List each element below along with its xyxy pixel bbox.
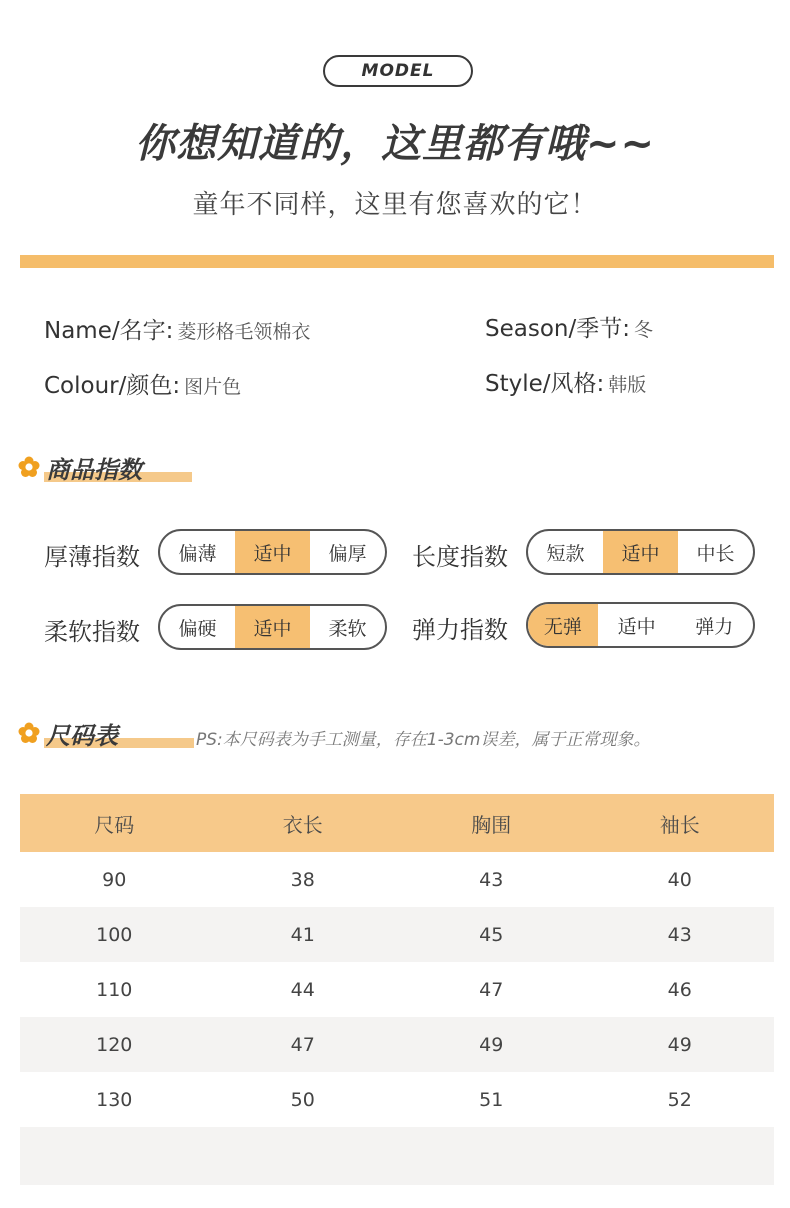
table-cell — [209, 1127, 398, 1185]
index-section-title — [18, 450, 178, 484]
softness-label: 柔软指数 — [44, 618, 140, 646]
info-colour-key: Colour/颜色: — [44, 373, 181, 399]
page-headline: 你想知道的，这里都有哦~~ — [134, 121, 656, 167]
softness-selector — [158, 604, 387, 650]
thickness-option-medium[interactable]: 适中 — [235, 531, 310, 573]
softness-option-soft[interactable]: 柔软 — [328, 617, 367, 640]
thickness-selector — [158, 529, 387, 575]
table-cell: 49 — [667, 1033, 692, 1056]
table-cell — [586, 1127, 775, 1185]
table-cell — [397, 1127, 586, 1185]
flower-icon — [18, 722, 40, 744]
table-cell: 51 — [479, 1088, 504, 1111]
elasticity-selector — [526, 602, 755, 648]
length-selector — [526, 529, 755, 575]
page-subline: 童年不同样，这里有您喜欢的它！ — [192, 190, 598, 220]
table-row — [20, 907, 774, 962]
header-sleeve: 袖长 — [659, 812, 700, 837]
thickness-label: 厚薄指数 — [44, 543, 140, 571]
info-style-value: 韩版 — [608, 374, 647, 396]
thickness-option-thick[interactable]: 偏厚 — [328, 542, 367, 565]
size-table — [20, 794, 774, 1185]
table-cell: 45 — [479, 923, 504, 946]
info-colour-value: 图片色 — [184, 376, 242, 398]
table-header — [20, 794, 774, 852]
size-section-label: 尺码表 — [46, 721, 118, 750]
table-cell: 130 — [96, 1088, 133, 1111]
table-cell — [20, 1127, 209, 1185]
elasticity-option-elastic[interactable]: 弹力 — [695, 615, 734, 638]
table-cell: 50 — [290, 1088, 315, 1111]
table-row — [20, 1072, 774, 1127]
size-section-title — [18, 716, 188, 750]
softness-option-hard[interactable]: 偏硬 — [178, 617, 217, 640]
length-option-medium[interactable]: 适中 — [603, 531, 678, 573]
table-row — [20, 962, 774, 1017]
info-style — [485, 365, 646, 398]
model-badge: MODEL — [323, 55, 473, 87]
size-note: PS:本尺码表为手工测量，存在1-3cm误差，属于正常现象。 — [196, 730, 651, 750]
table-cell: 38 — [290, 868, 315, 891]
thickness-option-thin[interactable]: 偏薄 — [178, 542, 217, 565]
table-cell: 100 — [96, 923, 133, 946]
info-colour — [44, 367, 241, 400]
elasticity-option-none[interactable]: 无弹 — [528, 604, 598, 646]
table-cell: 43 — [667, 923, 692, 946]
length-option-short[interactable]: 短款 — [546, 542, 585, 565]
info-season — [485, 310, 653, 343]
elasticity-option-medium[interactable]: 适中 — [617, 615, 656, 638]
header-length: 衣长 — [282, 812, 323, 837]
table-cell: 110 — [96, 978, 133, 1001]
info-name — [44, 312, 310, 345]
table-cell: 46 — [667, 978, 692, 1001]
table-row — [20, 1017, 774, 1072]
elasticity-label: 弹力指数 — [412, 616, 508, 644]
table-cell: 43 — [479, 868, 504, 891]
table-cell: 49 — [479, 1033, 504, 1056]
table-cell: 44 — [290, 978, 315, 1001]
table-cell: 40 — [667, 868, 692, 891]
info-name-key: Name/名字: — [44, 318, 174, 344]
table-cell: 41 — [290, 923, 315, 946]
header-size: 尺码 — [94, 812, 135, 837]
table-cell: 90 — [102, 868, 127, 891]
table-cell: 47 — [290, 1033, 315, 1056]
header-chest: 胸围 — [471, 812, 512, 837]
table-row — [20, 852, 774, 907]
info-season-key: Season/季节: — [485, 316, 630, 342]
table-cell: 47 — [479, 978, 504, 1001]
table-cell: 120 — [96, 1033, 133, 1056]
index-section-label: 商品指数 — [46, 455, 142, 484]
info-season-value: 冬 — [633, 319, 653, 341]
orange-divider — [20, 255, 774, 268]
info-style-key: Style/风格: — [485, 371, 605, 397]
length-label: 长度指数 — [412, 543, 508, 571]
length-option-long[interactable]: 中长 — [696, 542, 735, 565]
table-cell: 52 — [667, 1088, 692, 1111]
softness-option-medium[interactable]: 适中 — [235, 606, 310, 648]
flower-icon — [18, 456, 40, 478]
info-name-value: 菱形格毛领棉衣 — [177, 321, 311, 343]
table-row — [20, 1127, 774, 1185]
